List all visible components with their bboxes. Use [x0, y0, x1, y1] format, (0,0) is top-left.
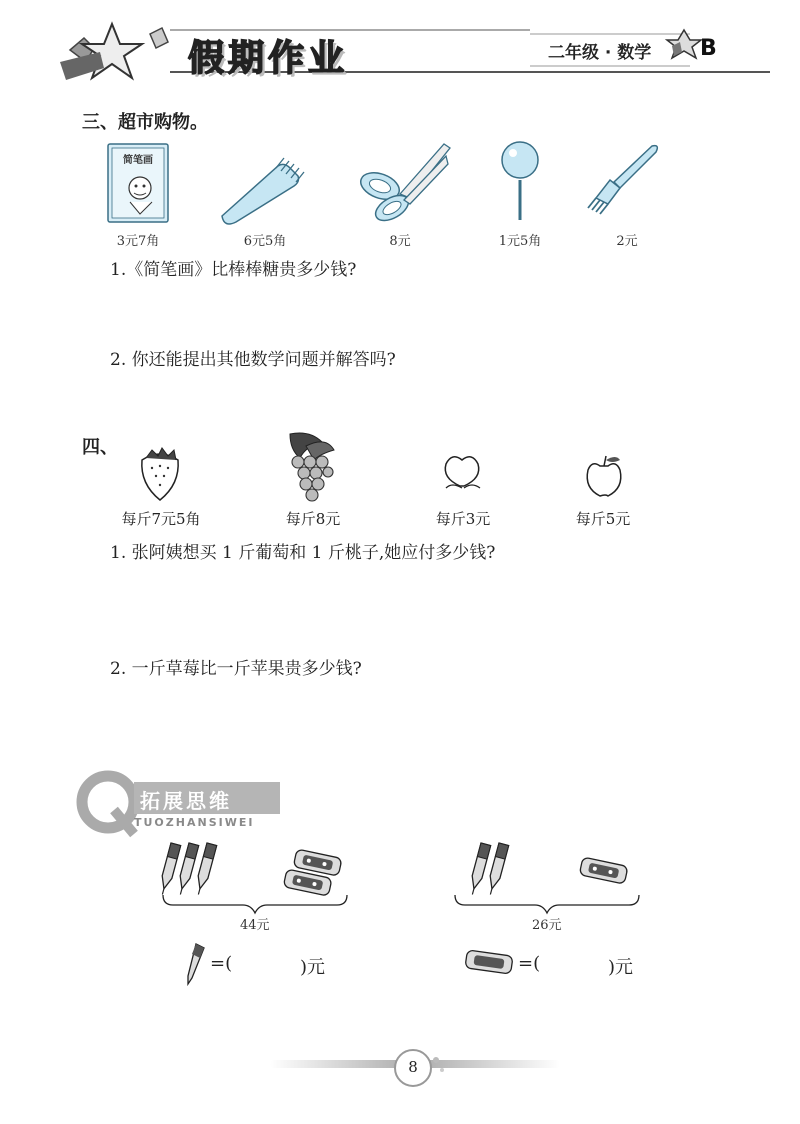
eraser-answer-open: =( [518, 953, 541, 974]
price-fork: 2元 [616, 234, 638, 249]
section4-question-2: 2. 一斤草莓比一斤苹果贵多少钱? [110, 659, 362, 679]
extension-subtitle: TUOZHANSIWEI [134, 816, 255, 829]
pen-answer-close: )元 [300, 957, 326, 978]
brace-2 [455, 895, 639, 913]
page-number: 8 [408, 1058, 418, 1076]
apple-icon [587, 456, 621, 496]
brace-1 [163, 895, 347, 913]
extension-figures [155, 835, 655, 915]
price-apple: 每斤5元 [575, 510, 631, 528]
pen-answer-open: =( [210, 953, 233, 974]
erasers-group-1 [283, 849, 342, 896]
lollipop-icon [502, 142, 538, 220]
section4-items [130, 430, 630, 506]
erasers-group-2 [579, 857, 628, 884]
header-title: 假期作业 [188, 38, 349, 79]
eraser-icon [464, 950, 516, 976]
header-grade: 二年级 · 数学 [548, 43, 652, 63]
pens-group-1 [158, 843, 217, 896]
pens-group-2 [468, 843, 509, 896]
section3-heading: 三、超市购物。 [82, 112, 208, 133]
peach-icon [445, 457, 480, 488]
section3-items [100, 138, 680, 230]
price-grapes: 每斤8元 [285, 510, 341, 528]
header-decoration [0, 0, 800, 110]
extension-title: 拓展思维 [140, 789, 232, 813]
price-lollipop: 1元5角 [498, 234, 542, 249]
section3-question-2: 2. 你还能提出其他数学问题并解答吗? [110, 350, 396, 370]
header-badge: B [700, 36, 717, 61]
section4-question-1: 1. 张阿姨想买 1 斤葡萄和 1 斤桃子,她应付多少钱? [110, 543, 496, 563]
strawberry-icon [142, 448, 178, 500]
book-cover-text: 简笔画 [123, 155, 153, 166]
price-book: 3元7角 [116, 234, 160, 249]
section4-heading: 四、 [82, 437, 118, 458]
section3-question-1: 1.《简笔画》比棒棒糖贵多少钱? [110, 260, 357, 280]
pen-icon [182, 942, 206, 986]
price-comb: 6元5角 [243, 234, 287, 249]
scissors-icon [357, 144, 450, 226]
group-1-total: 44元 [240, 918, 270, 933]
fork-icon [588, 146, 657, 214]
eraser-answer-close: )元 [608, 957, 634, 978]
price-scissors: 8元 [389, 234, 411, 249]
comb-icon [222, 158, 304, 224]
group-2-total: 26元 [532, 918, 562, 933]
price-peach: 每斤3元 [435, 510, 491, 528]
price-strawberry: 每斤7元5角 [121, 510, 201, 528]
grapes-icon [290, 433, 334, 501]
